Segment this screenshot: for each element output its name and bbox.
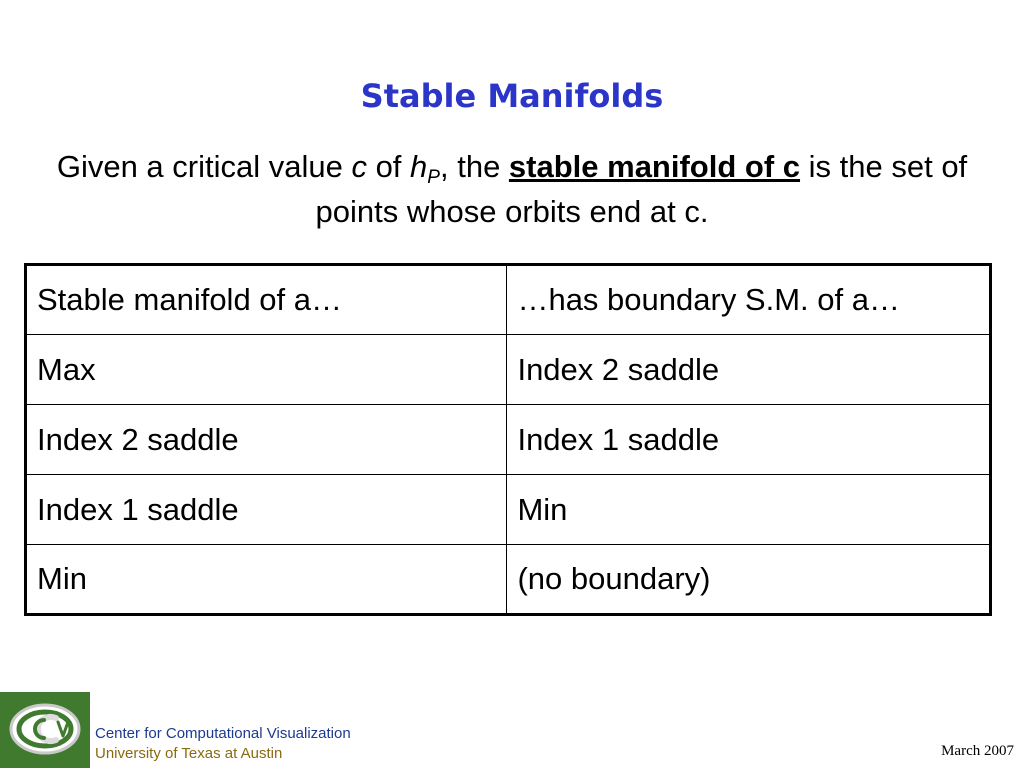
- ccv-logo: [0, 692, 90, 768]
- intro-part3: , the: [439, 149, 509, 184]
- table-cell: Min: [26, 545, 507, 615]
- table-row: [26, 475, 991, 545]
- manifold-table: [24, 263, 992, 616]
- table-cell: Index 2 saddle: [26, 405, 507, 475]
- table-cell: Index 2 saddle: [507, 335, 991, 405]
- table-header-row: [26, 265, 991, 335]
- ccv-logo-mark: [0, 692, 90, 768]
- table-row: [26, 405, 991, 475]
- table-cell: (no boundary): [507, 545, 991, 615]
- footer-date: March 2007: [941, 743, 1014, 759]
- defined-term: stable manifold of c: [508, 149, 801, 184]
- slide-title: Stable Manifolds: [360, 77, 664, 115]
- variable-c: c: [351, 149, 367, 184]
- variable-h: h: [410, 149, 428, 184]
- footer-org: [95, 724, 351, 764]
- intro-part4: is the set of points whose orbits end at c.: [315, 149, 968, 229]
- intro-part1: Given a critical value: [56, 149, 352, 184]
- footer-org-line2: University of Texas at Austin: [95, 745, 283, 762]
- table-header-cell: Stable manifold of a…: [26, 265, 507, 335]
- intro-text: [30, 144, 994, 234]
- table-cell: Min: [507, 475, 991, 545]
- table-cell: Index 1 saddle: [26, 475, 507, 545]
- table-header-cell: …has boundary S.M. of a…: [507, 265, 991, 335]
- table-cell: Max: [26, 335, 507, 405]
- intro-part2: of: [366, 149, 411, 184]
- variable-h-subscript: P: [427, 167, 440, 188]
- footer-org-line1: Center for Computational Visualization: [95, 725, 351, 742]
- table-cell: Index 1 saddle: [507, 405, 991, 475]
- table-row: [26, 545, 991, 615]
- table-row: [26, 335, 991, 405]
